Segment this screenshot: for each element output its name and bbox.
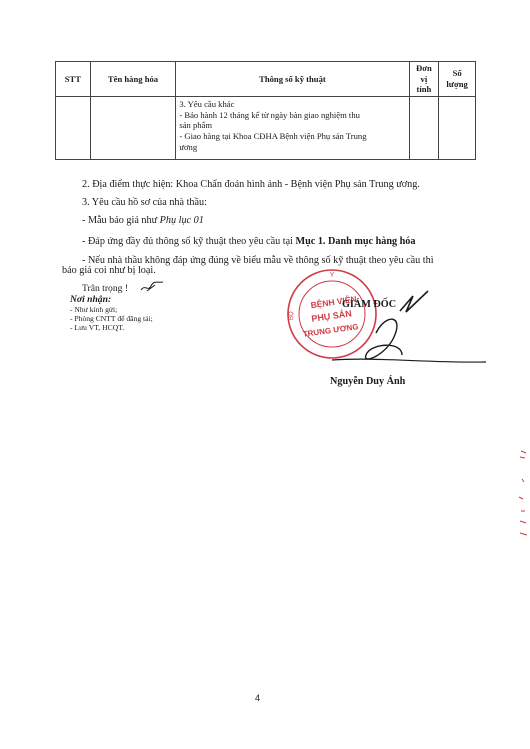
compliance-line — [82, 236, 416, 247]
stamp-top-letter: Y — [329, 272, 335, 279]
recipients-block — [70, 294, 153, 332]
spec-line: - Bảo hành 12 tháng kể từ ngày bàn giao nghiệm thu — [179, 109, 360, 120]
header-unit-line3: tính — [416, 84, 432, 95]
header-quantity — [439, 62, 476, 97]
cell-item-name — [90, 97, 176, 160]
cell-stt — [56, 97, 91, 160]
recipients-title: Nơi nhận: — [70, 294, 112, 305]
stamp-line-3: TRUNG ƯƠNG — [302, 322, 360, 339]
appendix-reference: Phụ lục 01 — [159, 215, 204, 226]
quote-form-text: - Mẫu báo giá như — [82, 215, 160, 226]
header-item-name: Tên hàng hóa — [90, 62, 176, 97]
spec-line: sản phẩm — [179, 120, 213, 131]
signer-name: Nguyễn Duy Ánh — [330, 376, 406, 387]
director-signature — [318, 285, 493, 373]
header-unit-line1: Đơn — [415, 62, 432, 73]
recipient-item: - Lưu VT, HCQT. — [70, 323, 125, 332]
spec-line: - Giao hàng tại Khoa CĐHA Bệnh viện Phụ sản Trung — [179, 131, 367, 142]
director-title: GIÁM ĐỐC — [342, 299, 397, 310]
header-stt: STT — [56, 62, 91, 97]
header-quantity-line1: Số — [452, 68, 462, 79]
spec-line: ương — [179, 141, 198, 152]
regards-text: Trân trọng ! — [82, 283, 129, 294]
stamp-side-letters: BỘ — [289, 311, 295, 320]
header-specification: Thông số kỹ thuật — [176, 62, 409, 97]
compliance-text: - Đáp ứng đầy đủ thông số kỹ thuật theo yêu cầu tại — [82, 236, 296, 247]
rejection-line-2: báo giá coi như bị loại. — [62, 265, 156, 276]
rejection-line-1: - Nếu nhà thầu không đáp ứng đúng về biểu mẫu về thông số kỹ thuật theo yêu cầu thì — [82, 255, 434, 266]
stamp-line-2: PHỤ SẢN — [310, 308, 353, 324]
quote-form-line — [82, 215, 204, 226]
header-unit-line2: vị — [420, 73, 428, 84]
cell-quantity — [439, 97, 476, 160]
recipient-item: - Phòng CNTT để đăng tải; — [70, 314, 153, 323]
header-unit — [409, 62, 439, 97]
page-number: 4 — [255, 693, 261, 703]
initials-mark — [139, 281, 165, 293]
table-row — [56, 97, 476, 160]
cell-specification — [176, 97, 409, 160]
spec-table — [55, 61, 476, 160]
section-reference: Mục 1. Danh mục hàng hóa — [295, 236, 416, 247]
location-paragraph: 2. Địa điểm thực hiện: Khoa Chẩn đoán hình ảnh - Bệnh viện Phụ sản Trung ương. — [82, 179, 420, 190]
cell-unit — [409, 97, 439, 160]
requirements-heading: 3. Yêu cầu hồ sơ của nhà thầu: — [82, 197, 207, 208]
header-quantity-line2: lượng — [446, 79, 468, 89]
spec-line: 3. Yêu cầu khác — [179, 99, 235, 109]
stamp-line-1: BỆNH VIỆN — [309, 293, 358, 311]
table-header-row — [56, 62, 476, 97]
edge-marks-decoration — [512, 449, 530, 541]
recipient-item: - Như kính gửi; — [70, 305, 118, 314]
